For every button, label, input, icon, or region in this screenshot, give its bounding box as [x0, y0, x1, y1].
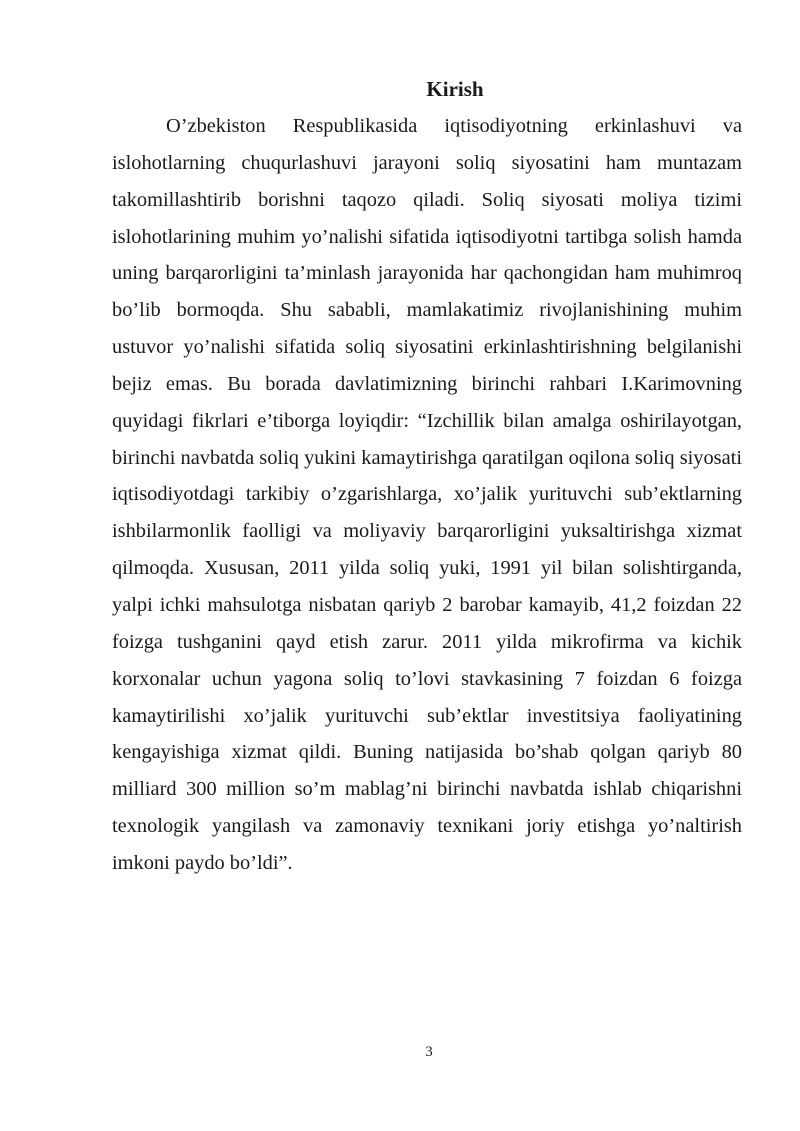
body-paragraph: O’zbekiston Respublikasida iqtisodiyotning erkinlashuvi va islohotlarning chuqurlashuvi jarayoni soliq siyosatini ham muntazam takomillashtirib borishni taqozo qiladi. Soliq siyosati moliya tizimi islohotlarining muhim yo’nalishi sifatida iqtisodiyotni tartibga solish hamda uning barqarorligini ta’minlash jarayonida har qachongidan ham muhimroq bo’lib bormoqda. Shu sababli, mamlakatimiz rivojlanishining muhim ustuvor yo’nalishi sifatida soliq siyosatini erkinlashtirishning belgilanishi bejiz emas. Bu borada davlatimizning birinchi rahbari I.Karimovning quyidagi fikrlari e’tiborga loyiqdir: “Izchillik bilan amalga oshirilayotgan, birinchi navbatda soliq yukini kamaytirishga qaratilgan oqilona soliq siyosati iqtisodiyotdagi tarkibiy o’zgarishlarga, xo’jalik yurituvchi sub’ektlarning ishbilarmonlik faolligi va moliyaviy barqarorligini yuksaltirishga xizmat qilmoqda. Xususan, 2011 yilda soliq yuki, 1991 yil bilan solishtirganda, yalpi ichki mahsulotga nisbatan qariyb 2 barobar kamayib, 41,2 foizdan 22 foizga tushganini qayd etish zarur. 2011 yilda mikrofirma va kichik korxonalar uchun yagona soliq to’lovi stavkasining 7 foizdan 6 foizga kamaytirilishi xo’jalik yurituvchi sub’ektlar investitsiya faoliyatining kengayishiga xizmat qildi. Buning natijasida bo’shab qolgan qariyb 80 milliard 300 million so’m mablag’ni birinchi navbatda ishlab chiqarishni texnologik yangilash va zamonaviy texnikani joriy etishga yo’naltirish imkoni paydo bo’ldi”.	[112, 115, 742, 874]
section-heading: Kirish	[426, 77, 484, 101]
page-number: 3	[425, 1044, 433, 1060]
